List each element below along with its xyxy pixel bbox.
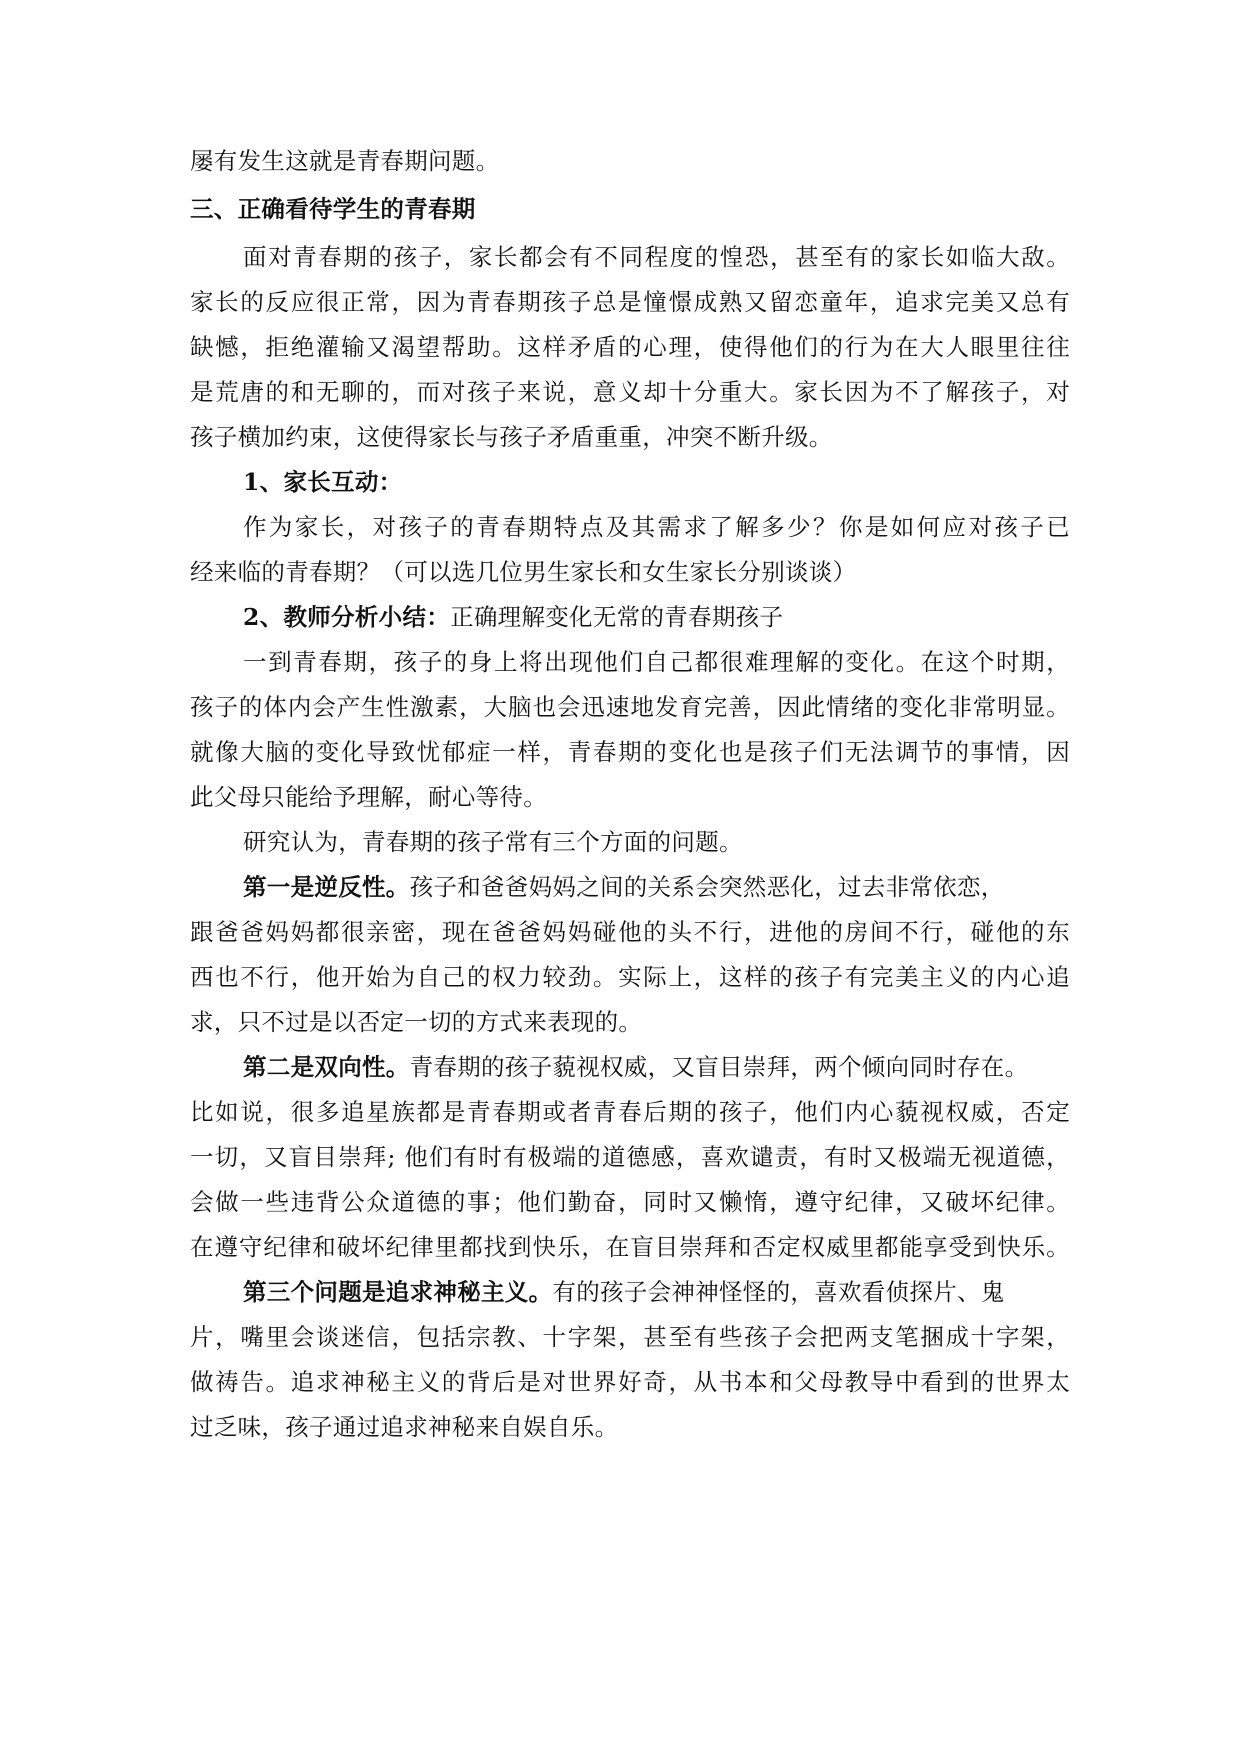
paragraph-line: 在遵守纪律和破坏纪律里都找到快乐，在盲目崇拜和否定权威里都能享受到快乐。	[190, 1233, 1070, 1261]
paragraph-line: 孩子的体内会产生性激素，大脑也会迅速地发育完善，因此情绪的变化非常明显。	[190, 693, 1070, 721]
paragraph-line: 比如说，很多追星族都是青春期或者青春后期的孩子，他们内心藐视权威，否定	[190, 1098, 1070, 1126]
paragraph-line: 缺憾，拒绝灌输又渴望帮助。这样矛盾的心理，使得他们的行为在大人眼里往往	[190, 333, 1070, 361]
subheading-text: 正确理解变化无常的青春期孩子	[450, 603, 784, 631]
point-two-heading: 第二是双向性。	[243, 1053, 410, 1081]
paragraph-line: 屡有发生这就是青春期问题。	[190, 147, 500, 175]
paragraph-line: 一切，又盲目崇拜; 他们有时有极端的道德感，喜欢谴责，有时又极端无视道德，	[190, 1143, 1070, 1171]
point-three-text: 有的孩子会神神怪怪的，喜欢看侦探片、鬼	[552, 1278, 1005, 1306]
paragraph-line: 过乏味，孩子通过追求神秘来自娱自乐。	[190, 1413, 619, 1441]
paragraph-line	[243, 1277, 1070, 1307]
paragraph-line: 片，嘴里会谈迷信，包括宗教、十字架，甚至有些孩子会把两支笔捆成十字架，	[190, 1323, 1070, 1351]
paragraph-line: 求，只不过是以否定一切的方式来表现的。	[190, 1008, 643, 1036]
paragraph-line: 一到青春期，孩子的身上将出现他们自己都很难理解的变化。在这个时期，	[243, 648, 1070, 676]
point-one-heading: 第一是逆反性。	[243, 873, 410, 901]
paragraph-line: 跟爸爸妈妈都很亲密，现在爸爸妈妈碰他的头不行，进他的房间不行，碰他的东	[190, 918, 1070, 946]
subheading-teacher-summary	[243, 602, 1070, 632]
subheading-label: 2、教师分析小结：	[243, 603, 451, 631]
paragraph-line: 是荒唐的和无聊的，而对孩子来说，意义却十分重大。家长因为不了解孩子，对	[190, 378, 1070, 406]
point-two-text: 青春期的孩子藐视权威，又盲目崇拜，两个倾向同时存在。	[409, 1053, 1029, 1081]
point-three-heading: 第三个问题是追求神秘主义。	[243, 1278, 553, 1306]
paragraph-line: 作为家长，对孩子的青春期特点及其需求了解多少？你是如何应对孩子已	[243, 513, 1070, 541]
paragraph-line: 面对青春期的孩子，家长都会有不同程度的惶恐，甚至有的家长如临大敌。	[243, 243, 1070, 271]
paragraph-line	[243, 1052, 1070, 1082]
point-one-text: 孩子和爸爸妈妈之间的关系会突然恶化，过去非常依恋，	[409, 873, 1005, 901]
paragraph-line: 研究认为，青春期的孩子常有三个方面的问题。	[243, 828, 743, 856]
paragraph-line: 做祷告。追求神秘主义的背后是对世界好奇，从书本和父母教导中看到的世界太	[190, 1368, 1070, 1396]
paragraph-line: 西也不行，他开始为自己的权力较劲。实际上，这样的孩子有完美主义的内心追	[190, 963, 1070, 991]
paragraph-line: 就像大脑的变化导致忧郁症一样，青春期的变化也是孩子们无法调节的事情，因	[190, 738, 1070, 766]
paragraph-line: 此父母只能给予理解，耐心等待。	[190, 783, 547, 811]
paragraph-line: 会做一些违背公众道德的事；他们勤奋，同时又懒惰，遵守纪律，又破坏纪律。	[190, 1188, 1070, 1216]
paragraph-line: 家长的反应很正常，因为青春期孩子总是憧憬成熟又留恋童年，追求完美又总有	[190, 288, 1070, 316]
paragraph-line	[243, 872, 1070, 902]
section-heading: 三、正确看待学生的青春期	[190, 195, 476, 223]
paragraph-line: 经来临的青春期？（可以选几位男生家长和女生家长分别谈谈）	[190, 558, 857, 586]
paragraph-line: 孩子横加约束，这使得家长与孩子矛盾重重，冲突不断升级。	[190, 423, 833, 451]
subheading-parent-interaction: 1、家长互动：	[243, 468, 403, 496]
